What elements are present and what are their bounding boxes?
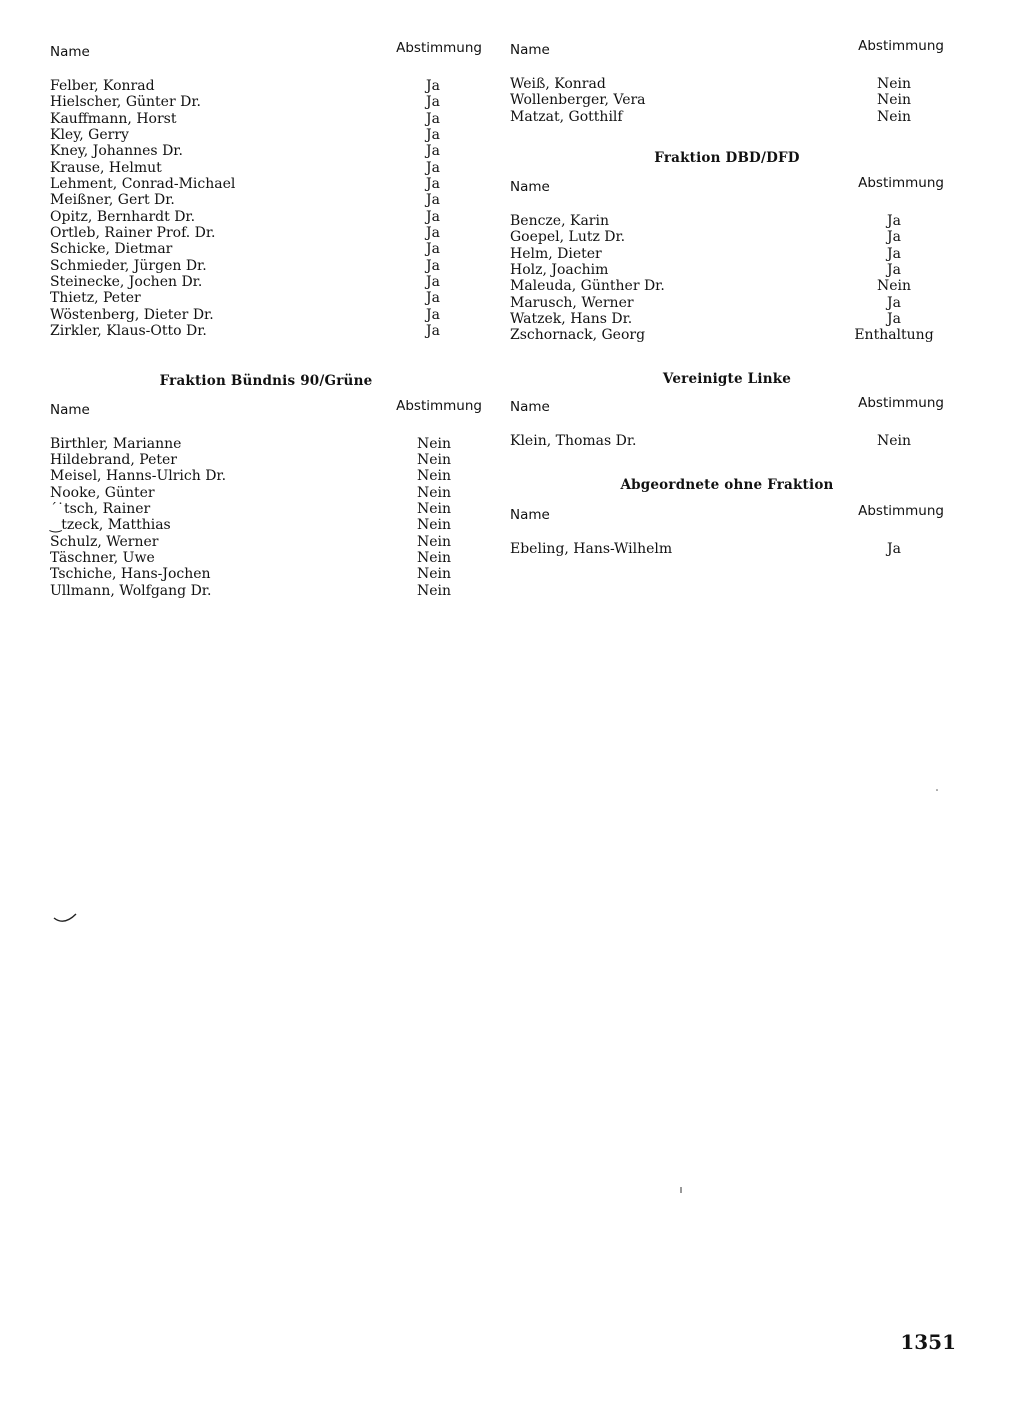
vote-value: Ja (887, 311, 901, 328)
table-row (50, 452, 482, 468)
vote-value: Nein (416, 582, 452, 599)
table-row (50, 209, 482, 225)
vote-value: Nein (416, 468, 452, 485)
scan-mark-tick (679, 1186, 683, 1194)
member-name: Kney, Johannes Dr. (50, 143, 183, 160)
member-name: Meißner, Gert Dr. (50, 192, 175, 209)
table-row (50, 485, 482, 501)
table-row (510, 246, 944, 262)
member-name: Zschornack, Georg (510, 327, 646, 344)
table-row (510, 213, 944, 229)
vote-value: Ja (426, 225, 440, 242)
vote-value: Ja (426, 241, 440, 258)
header-name: Name (510, 179, 550, 196)
table-header (510, 503, 944, 531)
member-name: Hielscher, Günter Dr. (50, 94, 201, 111)
vote-value: Ja (887, 245, 901, 262)
vote-value: Nein (416, 566, 452, 583)
table-header (50, 398, 482, 426)
header-vote: Abstimmung (858, 503, 944, 520)
member-name: Hildebrand, Peter (50, 451, 177, 468)
vote-value: Ja (426, 94, 440, 111)
table-rows (510, 433, 944, 449)
vote-value: Ja (887, 229, 901, 246)
member-name: Wöstenberg, Dieter Dr. (50, 306, 214, 323)
table-rows (50, 78, 482, 340)
vote-value: Ja (426, 274, 440, 291)
member-name: Tschiche, Hans-Jochen (50, 566, 211, 583)
section-title: Fraktion DBD/DFD (654, 150, 800, 167)
table-header (510, 38, 944, 66)
vote-value: Nein (876, 432, 912, 449)
vote-value: Nein (416, 517, 452, 534)
table-row (50, 436, 482, 452)
table-row (510, 76, 944, 92)
vote-value: Nein (876, 278, 912, 295)
table-row (50, 274, 482, 290)
table-row (50, 290, 482, 306)
member-name: Birthler, Marianne (50, 435, 182, 452)
vote-value: Nein (416, 484, 452, 501)
vote-value: Enthaltung (854, 327, 934, 344)
section-title: Vereinigte Linke (662, 370, 792, 387)
vote-value: Nein (416, 549, 452, 566)
member-name: Lehment, Conrad-Michael (50, 176, 236, 193)
vote-value: Ja (426, 176, 440, 193)
vote-value: Ja (426, 306, 440, 323)
vote-table-left-first (50, 40, 482, 340)
member-name: Täschner, Uwe (50, 549, 155, 566)
table-row (510, 229, 944, 245)
table-row (50, 501, 482, 517)
header-vote: Abstimmung (858, 38, 944, 54)
section-title: Abgeordnete ohne Fraktion (620, 477, 834, 494)
member-name: Ullmann, Wolfgang Dr. (50, 582, 212, 599)
header-name: Name (510, 42, 550, 58)
vote-value: Ja (426, 257, 440, 274)
table-header (50, 40, 482, 68)
vote-value: Nein (876, 108, 912, 125)
vote-value: Ja (426, 323, 440, 340)
table-rows (510, 76, 944, 125)
table-row (50, 307, 482, 323)
member-name: ‿tzeck, Matthias (50, 517, 171, 534)
vote-value: Ja (426, 127, 440, 144)
table-row (50, 225, 482, 241)
vote-value: Nein (416, 500, 452, 517)
table-row (510, 311, 944, 327)
member-name: Opitz, Bernhardt Dr. (50, 208, 196, 225)
header-vote: Abstimmung (858, 394, 944, 411)
header-name: Name (50, 44, 90, 60)
table-rows (50, 436, 482, 599)
member-name: ´˙tsch, Rainer (50, 500, 151, 517)
vote-value: Ja (426, 290, 440, 307)
table-row (510, 433, 944, 449)
page-number: 1351 (900, 1330, 956, 1354)
table-row (50, 468, 482, 484)
table-row (50, 583, 482, 599)
vote-value: Nein (416, 435, 452, 452)
vote-value: Nein (876, 76, 912, 92)
member-name: Felber, Konrad (50, 78, 155, 94)
member-name: Schicke, Dietmar (50, 241, 173, 258)
member-name: Ortleb, Rainer Prof. Dr. (50, 225, 216, 242)
table-row (50, 111, 482, 127)
header-name: Name (50, 401, 90, 418)
member-name: Kauffmann, Horst (50, 110, 177, 127)
member-name: Marusch, Werner (510, 294, 634, 311)
vote-value: Nein (416, 533, 452, 550)
vote-value: Nein (876, 92, 912, 109)
vote-value: Ja (426, 192, 440, 209)
table-row (510, 327, 944, 343)
left-column (50, 40, 482, 599)
vote-table-buendnis (50, 370, 482, 599)
vote-table-dbd-dfd (510, 147, 944, 344)
header-vote: Abstimmung (858, 175, 944, 192)
table-row (50, 160, 482, 176)
member-name: Thietz, Peter (50, 290, 141, 307)
member-name: Zirkler, Klaus-Otto Dr. (50, 323, 207, 340)
vote-table-right-first (510, 38, 944, 125)
table-row (50, 517, 482, 533)
member-name: Maleuda, Günther Dr. (510, 278, 665, 295)
table-row (50, 534, 482, 550)
member-name: Kley, Gerry (50, 127, 129, 144)
vote-table-ohne-fraktion (510, 474, 944, 557)
table-row (50, 192, 482, 208)
member-name: Schmieder, Jürgen Dr. (50, 257, 207, 274)
table-rows (510, 213, 944, 344)
table-row (50, 323, 482, 339)
member-name: Nooke, Günter (50, 484, 155, 501)
table-row (510, 262, 944, 278)
table-row (50, 94, 482, 110)
table-row (510, 92, 944, 108)
vote-value: Nein (416, 451, 452, 468)
member-name: Helm, Dieter (510, 245, 602, 262)
vote-value: Ja (426, 110, 440, 127)
scan-mark-dot (935, 788, 939, 792)
table-row (50, 127, 482, 143)
right-column (510, 38, 944, 557)
member-name: Matzat, Gotthilf (510, 108, 623, 125)
member-name: Holz, Joachim (510, 262, 609, 279)
vote-value: Ja (887, 541, 901, 558)
table-row (50, 176, 482, 192)
header-name: Name (510, 507, 550, 524)
vote-table-vereinigte-linke (510, 368, 944, 449)
member-name: Wollenberger, Vera (510, 92, 646, 109)
section-title: Fraktion Bündnis 90/Grüne (159, 372, 373, 389)
header-name: Name (510, 398, 550, 415)
header-vote: Abstimmung (396, 397, 482, 414)
table-row (510, 295, 944, 311)
table-row (50, 258, 482, 274)
header-vote: Abstimmung (396, 40, 482, 56)
member-name: Goepel, Lutz Dr. (510, 229, 626, 246)
member-name: Ebeling, Hans-Wilhelm (510, 541, 673, 558)
table-row (50, 78, 482, 94)
table-header (510, 395, 944, 423)
vote-value: Ja (426, 159, 440, 176)
member-name: Weiß, Konrad (510, 76, 606, 92)
table-row (510, 109, 944, 125)
member-name: Watzek, Hans Dr. (510, 311, 633, 328)
scan-mark-curve (52, 910, 80, 926)
table-row (510, 278, 944, 294)
table-row (50, 550, 482, 566)
table-row (50, 143, 482, 159)
vote-value: Ja (426, 208, 440, 225)
member-name: Meisel, Hanns-Ulrich Dr. (50, 468, 227, 485)
vote-value: Ja (426, 143, 440, 160)
table-header (510, 175, 944, 203)
member-name: Schulz, Werner (50, 533, 159, 550)
member-name: Steinecke, Jochen Dr. (50, 274, 203, 291)
vote-value: Ja (426, 78, 440, 94)
member-name: Bencze, Karin (510, 213, 609, 230)
table-row (50, 241, 482, 257)
member-name: Krause, Helmut (50, 159, 162, 176)
table-rows (510, 541, 944, 557)
table-row (510, 541, 944, 557)
vote-value: Ja (887, 213, 901, 230)
member-name: Klein, Thomas Dr. (510, 432, 637, 449)
vote-value: Ja (887, 262, 901, 279)
table-row (50, 566, 482, 582)
vote-value: Ja (887, 294, 901, 311)
